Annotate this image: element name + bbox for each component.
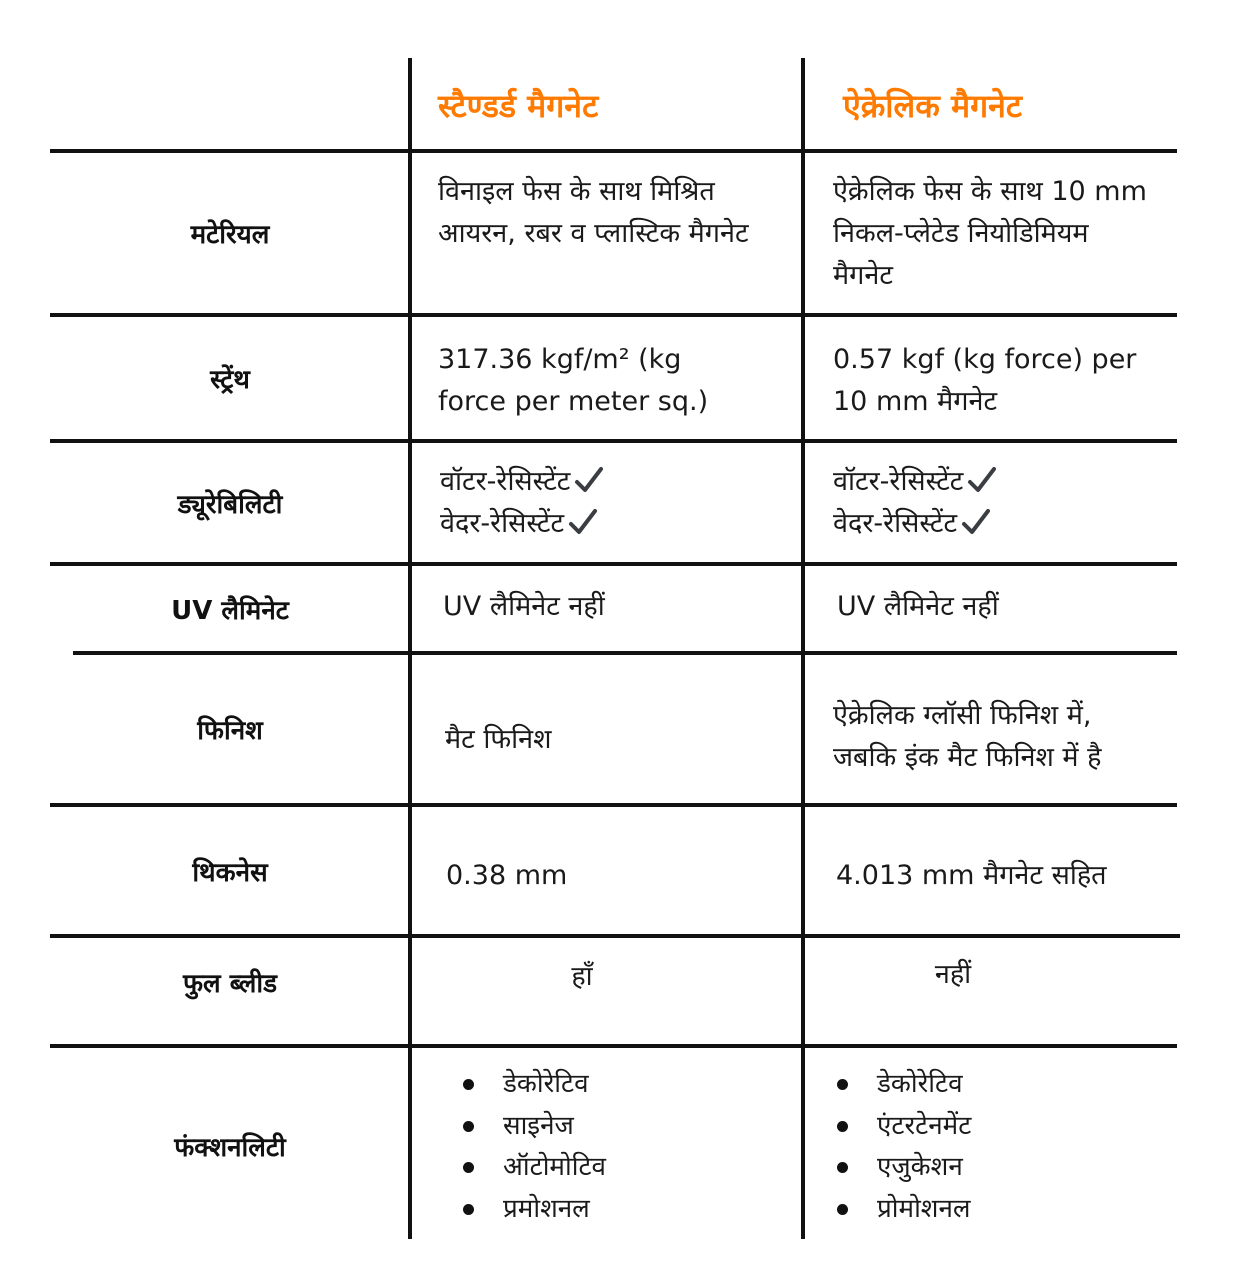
bullet-icon xyxy=(463,1079,474,1090)
column-header-standard-magnet: स्टैण्डर्ड मैगनेट xyxy=(438,87,599,125)
cell-durability-standard xyxy=(440,461,795,545)
cell-thickness-acrylic: 4.013 mm मैगनेट सहित xyxy=(836,860,1107,891)
bullet-icon xyxy=(837,1079,848,1090)
functionality-list-standard xyxy=(441,1064,791,1230)
durability-item: वेदर-रेसिस्टेंट xyxy=(440,508,565,539)
cell-thickness-standard: 0.38 mm xyxy=(446,860,568,891)
cell-uv-acrylic: UV लैमिनेट नहीं xyxy=(837,591,999,622)
bullet-icon xyxy=(837,1121,848,1132)
checkmark-icon xyxy=(574,466,604,494)
column-header-acrylic-magnet: ऐक्रेलिक मैगनेट xyxy=(843,87,1023,125)
row-label-uv-laminate: UV लैमिनेट xyxy=(171,595,289,626)
cell-durability-acrylic xyxy=(833,461,1178,545)
functionality-list-acrylic xyxy=(815,1064,1175,1230)
list-item: ऑटोमोटिव xyxy=(441,1147,791,1189)
bullet-icon xyxy=(463,1204,474,1215)
cell-uv-standard: UV लैमिनेट नहीं xyxy=(443,591,605,622)
row-label-full-bleed: फुल ब्लीड xyxy=(182,969,278,999)
cell-full-bleed-standard: हाँ xyxy=(571,961,593,992)
cell-material-acrylic: ऐक्रेलिक फेस के साथ 10 mm निकल-प्लेटेड नियोडिमियम मैगनेट xyxy=(833,176,1147,291)
row-label-durability: ड्यूरेबिलिटी xyxy=(177,489,283,520)
column-divider-2 xyxy=(801,58,805,1239)
column-divider-1 xyxy=(408,58,412,1239)
cell-functionality-standard xyxy=(441,1064,791,1230)
bullet-icon xyxy=(837,1162,848,1173)
list-item: एंटरटेनमेंट xyxy=(815,1106,1175,1148)
list-item: प्रमोशनल xyxy=(441,1189,791,1231)
cell-functionality-acrylic xyxy=(815,1064,1175,1230)
row-label-thickness: थिकनेस xyxy=(192,857,268,888)
row-label-strength: स्ट्रेंथ xyxy=(210,365,250,395)
cell-strength-standard: 317.36 kgf/m² (kg force per meter sq.) xyxy=(438,344,709,417)
row-label-finish: फिनिश xyxy=(197,716,263,746)
checkmark-icon xyxy=(967,466,997,494)
checkmark-icon xyxy=(961,508,991,536)
cell-finish-acrylic: ऐक्रेलिक ग्लॉसी फिनिश में, जबकि इंक मैट फिनिश में है xyxy=(833,700,1102,773)
list-item: डेकोरेटिव xyxy=(815,1064,1175,1106)
list-item: डेकोरेटिव xyxy=(441,1064,791,1106)
cell-material-standard: विनाइल फेस के साथ मिश्रित आयरन, रबर व प्लास्टिक मैगनेट xyxy=(438,176,749,249)
list-item: साइनेज xyxy=(441,1106,791,1148)
durability-item: वेदर-रेसिस्टेंट xyxy=(833,508,958,539)
list-item: प्रोमोशनल xyxy=(815,1189,1175,1231)
durability-item: वॉटर-रेसिस्टेंट xyxy=(833,466,964,497)
bullet-icon xyxy=(463,1162,474,1173)
list-item: एजुकेशन xyxy=(815,1147,1175,1189)
cell-finish-standard: मैट फिनिश xyxy=(445,724,552,755)
cell-strength-acrylic: 0.57 kgf (kg force) per 10 mm मैगनेट xyxy=(833,344,1137,417)
cell-full-bleed-acrylic: नहीं xyxy=(934,959,972,990)
checkmark-icon xyxy=(568,508,598,536)
bullet-icon xyxy=(463,1121,474,1132)
durability-item: वॉटर-रेसिस्टेंट xyxy=(440,466,571,497)
row-label-functionality: फंक्शनलिटी xyxy=(174,1133,286,1163)
row-label-material: मटेरियल xyxy=(190,220,270,250)
bullet-icon xyxy=(837,1204,848,1215)
